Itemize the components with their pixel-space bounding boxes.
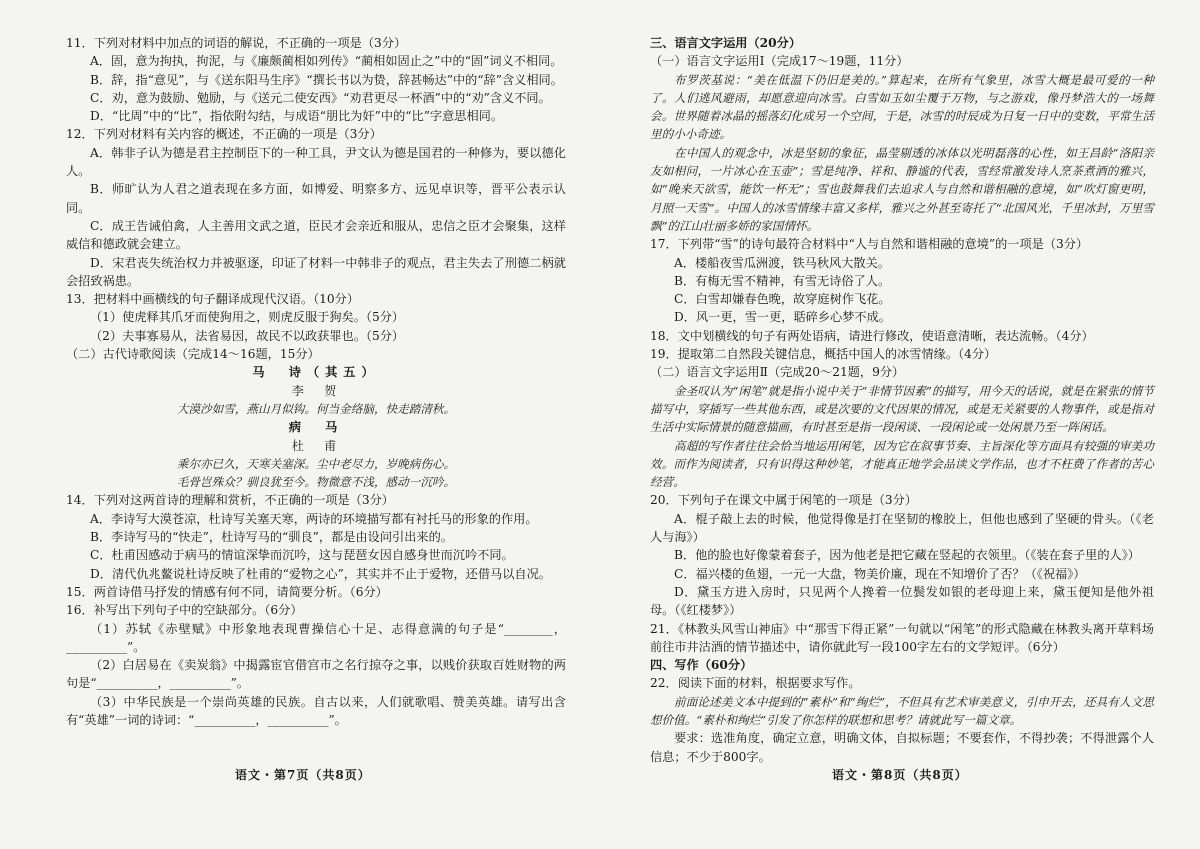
right-text-line: （一）语言文字运用Ⅰ（完成17～19题，11分） xyxy=(650,54,909,69)
left-text-line: D．清代仇兆鳌说杜诗反映了杜甫的“爱物之心”，其实并不止于爱物，还借马以自况。 xyxy=(90,566,551,581)
left-text-line: 13．把材料中画横线的句子翻译成现代汉语。（10分） xyxy=(66,292,360,307)
left-text-line: 14．下列对这两首诗的理解和赏析，不正确的一项是（3分） xyxy=(66,493,394,508)
left-text-line: （1）使虎释其爪牙而使狗用之，则虎反服于狗矣。（5分） xyxy=(90,310,405,325)
right-text-line: C．白雪却嫌春色晚，故穿庭树作飞花。 xyxy=(674,292,891,307)
left-text-line: 11．下列对材料中加点的词语的解说，不正确的一项是（3分） xyxy=(66,36,407,50)
left-text-line: （1）苏轼《赤壁赋》中形象地表现曹操信心十足、志得意满的句子是“________，__________”。 xyxy=(66,621,566,654)
right-page xyxy=(600,0,1200,849)
right-text-line: B．他的脸也好像蒙着套子，因为他老是把它藏在竖起的衣领里。（《装在套子里的人》） xyxy=(674,548,1140,563)
left-text-line: 乘尔亦已久，天寒关塞深。尘中老尽力，岁晚病伤心。 xyxy=(176,456,456,471)
left-page-footer: 语文・第7页（共8页） xyxy=(235,768,371,782)
right-text-line: 18．文中划横线的句子有两处语病，请进行修改，使语意清晰，表达流畅。（4分） xyxy=(650,328,1094,343)
right-text-line: 19．提取第二自然段关键信息，概括中国人的冰雪情缘。（4分） xyxy=(650,347,997,362)
right-text-line: 高超的写作者往往会恰当地运用闲笔，因为它在叙事节奏、主旨深化等方面具有较强的审美功效。而作为阅读者，只有识得这种妙笔，才能真正地学会品读文学作品，也才不枉费了作者的苦心经营。 xyxy=(650,438,1154,490)
left-text-line: A．韩非子认为德是君主控制臣下的一种工具，尹文认为德是国君的一种修为，要以德化人。 xyxy=(66,145,566,179)
left-text-line: （2）夫事寡易从，法省易因，故民不以政获罪也。（5分） xyxy=(90,328,405,343)
right-text-line: （二）语言文字运用Ⅱ（完成20～21题，9分） xyxy=(650,365,905,380)
right-text-line: 要求：选准角度，确定立意，明确文体，自拟标题；不要套作，不得抄袭；不得泄露个人信息；不少于800字。 xyxy=(650,731,1154,764)
left-text-line: C．劝，意为鼓励、勉励，与《送元二使安西》“劝君更尽一杯酒”中的“劝”含义不同。 xyxy=(90,90,551,105)
right-text-line: 三、语言文字运用（20分） xyxy=(650,36,802,50)
left-text-line: 12．下列对材料有关内容的概述，不正确的一项是（3分） xyxy=(66,127,382,142)
left-text-line: C．杜甫因感动于病马的情谊深挚而沉吟，这与琵琶女因自感身世而沉吟不同。 xyxy=(90,548,514,563)
left-text-line: B．李诗写马的“快走”，杜诗写马的“驯良”，都是由设问引出来的。 xyxy=(90,530,453,545)
left-text-line: 马 诗（其五） xyxy=(252,365,380,380)
left-text-line: C．成王告诫伯禽，人主善用文武之道，臣民才会亲近和服从，忠信之臣才会聚集，这样威信和德政就会建立。 xyxy=(66,218,566,252)
right-text-line: A．楼船夜雪瓜洲渡，铁马秋风大散关。 xyxy=(674,255,890,270)
right-text-line: 20．下列句子在课文中属于闲笔的一项是（3分） xyxy=(650,493,918,508)
right-text-line: 在中国人的观念中，冰是坚韧的象征，晶莹剔透的冰体以光明磊落的心性，如王昌龄“洛阳亲友如相问，一片冰心在玉壶”；雪是纯净、祥和、静谧的代表，雪经常激发诗人烹茶煮酒的雅兴，如“晚来天欲雪，能饮一杯无”；雪也鼓舞我们去追求人与自然和谐相融的意境，如“吹灯窗更明，月照一天雪”。中国人的冰雪情缘丰富又多样，雅兴之外甚至寄托了“北国风光，千里冰封，万里雪飘”的江山壮丽多娇的家国情怀。 xyxy=(650,145,1154,233)
right-text-line: D．风一更，雪一更，聒碎乡心梦不成。 xyxy=(674,310,891,325)
right-text-line: 前面论述美文本中提到的“素朴”和“绚烂”，不但具有艺术审美意义，引申开去，还具有人文思想价值。“素朴和绚烂”引发了你怎样的联想和思考？请就此写一篇文章。 xyxy=(650,694,1154,727)
right-text-line: 布罗茨基说：“美在低温下仍旧是美的。”算起来，在所有气象里，冰雪大概是最可爱的一种了。人们逃风避雨，却愿意迎向冰雪。白雪如玉如尘覆于万物，与之游戏，像丹梦浩大的一场舞会。世界随着冰晶的摇落幻化成另一个空间，于是，冰雪的时辰成为日复一日中的变数，平常生活里的小小奇迹。 xyxy=(650,72,1154,142)
left-text-line: 15．两首诗借马抒发的情感有何不同，请简要分析。（6分） xyxy=(66,584,388,599)
left-page-content xyxy=(66,34,566,729)
right-text-line: 21．《林教头风雪山神庙》中“那雪下得正紧”一句就以“闲笔”的形式隐藏在林教头离开草料场前往市井沽酒的情节描述中，请你就此写一段100字左右的文学短评。（6分） xyxy=(650,621,1154,654)
right-text-line: D．黛玉方进入房时，只见两个人搀着一位鬓发如银的老母迎上来，黛玉便知是他外祖母。（《红楼梦》） xyxy=(650,584,1154,618)
right-text-line: 22．阅读下面的材料，根据要求写作。 xyxy=(650,676,861,691)
left-text-line: （二）古代诗歌阅读（完成14～16题，15分） xyxy=(66,347,320,362)
right-text-line: B．有梅无雪不精神，有雪无诗俗了人。 xyxy=(674,273,891,288)
left-text-line: D．宋君丧失统治权力并被驱逐，印证了材料一中韩非子的观点，君主失去了刑德二柄就会招致祸患。 xyxy=(66,255,566,288)
right-text-line: A．棍子敲上去的时候，他觉得像是打在坚韧的橡胶上，但他也感到了坚硬的骨头。（《老人与海》） xyxy=(650,511,1154,545)
right-text-line: C．福兴楼的鱼翅，一元一大盘，物美价廉，现在不知增价了否？（《祝福》） xyxy=(674,566,1086,581)
left-text-line: 病 马 xyxy=(288,420,344,435)
right-text-line: 四、写作（60分） xyxy=(650,658,753,673)
right-page-content xyxy=(650,34,1154,766)
left-text-line: 杜 甫 xyxy=(291,438,341,453)
right-page-footer: 语文・第8页（共8页） xyxy=(832,768,968,782)
left-text-line: 毛骨岂殊众？驯良犹至今。物微意不浅，感动一沉吟。 xyxy=(176,475,456,490)
left-text-line: 大漠沙如雪，燕山月似钩。何当金络脑，快走踏清秋。 xyxy=(176,401,456,416)
left-text-line: （2）白居易在《卖炭翁》中揭露宦官借宫市之名行掠夺之事，以贱价获取百姓财物的两句是“__________，__________”。 xyxy=(66,658,566,691)
right-text-line: 金圣叹认为“闲笔”就是指小说中关于“非情节因素”的描写，用今天的话说，就是在紧张的情节描写中，穿插写一些其他东西，或是次要的文代因果的情况，或是无关紧要的人物事件，或是指对生活中实际情景的随意描画，有时甚至是指一段闲谈、一段闲论或一处闲景乃至一阵闲话。 xyxy=(650,383,1154,435)
left-text-line: A．固，意为拘执，拘泥，与《廉颇蔺相如列传》“蔺相如固止之”中的“固”词义不相同。 xyxy=(90,54,563,69)
left-text-line: D．“比周”中的“比”，指依附勾结，与成语“朋比为奸”中的“比”字意思相同。 xyxy=(90,109,504,124)
left-text-line: A．李诗写大漠苍凉，杜诗写关塞天寒，两诗的环境描写都有衬托马的形象的作用。 xyxy=(90,511,538,526)
left-text-line: B．师旷认为人君之道表现在多方面，如博爱、明察多方、远见卓识等，晋平公表示认同。 xyxy=(66,182,566,215)
right-text-line: 17．下列带“雪”的诗句最符合材料中“人与自然和谐相融的意境”的一项是（3分） xyxy=(650,237,1089,252)
left-text-line: 16．补写出下列句子中的空缺部分。（6分） xyxy=(66,603,303,618)
left-text-line: （3）中华民族是一个崇尚英雄的民族。自古以来，人们就歌唱、赞美英雄。请写出含有“英雄”一词的诗词：“__________，__________”。 xyxy=(66,694,566,727)
left-text-line: 李 贺 xyxy=(291,383,341,398)
left-text-line: B．辞，指“意见”，与《送东阳马生序》“撰长书以为贽，辞甚畅达”中的“辞”含义相同。 xyxy=(90,72,563,87)
